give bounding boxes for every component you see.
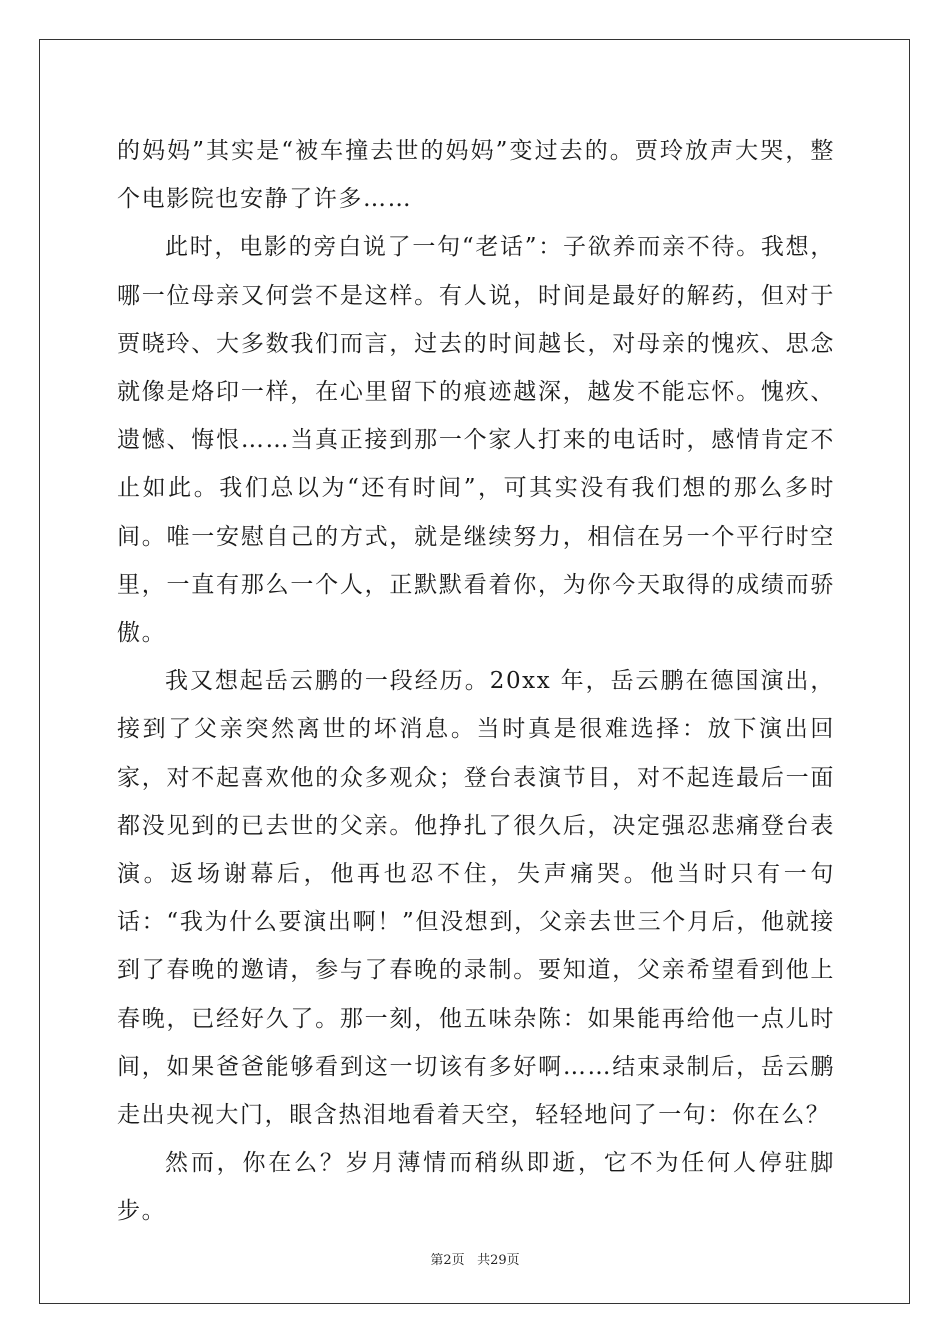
page-total: 共29页: [477, 1253, 520, 1268]
page-footer: [0, 1249, 950, 1268]
document-body: [117, 127, 835, 1236]
page-number: 第2页: [430, 1253, 465, 1268]
paragraph-1: 的妈妈”其实是“被车撞去世的妈妈”变过去的。贾玲放声大哭，整个电影院也安静了许多……: [117, 138, 835, 213]
paragraph-2: 此时，电影的旁白说了一句“老话”：子欲养而亲不待。我想，哪一位母亲又何尝不是这样。有人说，时间是最好的解药，但对于贾晓玲、大多数我们而言，过去的时间越长，对母亲的愧疚、思念就像是烙印一样，在心里留下的痕迹越深，越发不能忘怀。愧疚、遗憾、悔恨……当真正接到那一个家人打来的电话时，感情肯定不止如此。我们总以为“还有时间”，可其实没有我们想的那么多时间。唯一安慰自己的方式，就是继续努力，相信在另一个平行时空里，一直有那么一个人，正默默看着你，为你今天取得的成绩而骄傲。: [117, 234, 835, 647]
paragraph-3: 我又想起岳云鹏的一段经历。20xx 年，岳云鹏在德国演出，接到了父亲突然离世的坏消息。当时真是很难选择：放下演出回家，对不起喜欢他的众多观众；登台表演节目，对不起连最后一面都没见到的已去世的父亲。他挣扎了很久后，决定强忍悲痛登台表演。返场谢幕后，他再也忍不住，失声痛哭。他当时只有一句话：“我为什么要演出啊！”但没想到，父亲去世三个月后，他就接到了春晚的邀请，参与了春晚的录制。要知道，父亲希望看到他上春晚，已经好久了。那一刻，他五味杂陈：如果能再给他一点儿时间，如果爸爸能够看到这一切该有多好啊……结束录制后，岳云鹏走出央视大门，眼含热泪地看着天空，轻轻地问了一句：你在么？: [117, 668, 835, 1129]
paragraph-4: 然而，你在么？岁月薄情而稍纵即逝，它不为任何人停驻脚步。: [117, 1150, 835, 1225]
